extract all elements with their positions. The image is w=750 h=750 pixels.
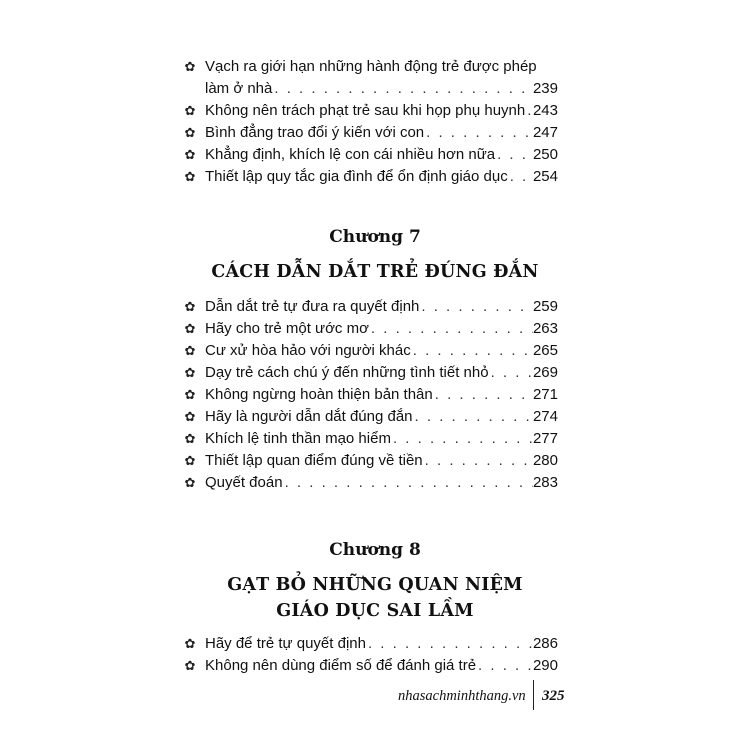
toc-entry-text: Khích lệ tinh thần mạo hiểm — [205, 430, 391, 447]
toc-entry-text: Thiết lập quy tắc gia đình để ổn định giáo dục — [205, 168, 508, 185]
toc-entry-page: 283 — [532, 474, 558, 491]
leader-dots — [413, 406, 533, 428]
toc-entry — [183, 450, 558, 472]
leader-dots — [476, 655, 533, 677]
toc-entry — [183, 56, 558, 100]
toc-entry-page: 254 — [532, 168, 558, 185]
leader-dots — [369, 318, 533, 340]
leader-dots — [495, 144, 533, 166]
flower-bullet-icon: ✿ — [184, 387, 196, 402]
toc-entry-text-line1: Vạch ra giới hạn những hành động trẻ được phép — [205, 58, 537, 75]
leader-dots — [391, 428, 533, 450]
leader-dots — [366, 633, 533, 655]
toc-entry — [183, 362, 558, 384]
toc-entry — [183, 100, 558, 122]
toc-list-chapter-8 — [183, 633, 558, 677]
toc-entry-page: 286 — [532, 635, 558, 652]
toc-entry-text: Dẫn dắt trẻ tự đưa ra quyết định — [205, 298, 420, 315]
toc-entry — [183, 472, 558, 494]
toc-entry-text: làm ở nhà — [205, 80, 273, 97]
leader-dots — [411, 340, 533, 362]
toc-entry-text: Bình đẳng trao đổi ý kiến với con — [205, 124, 425, 141]
toc-entry — [183, 406, 558, 428]
chapter-7-label: Chương 7 — [329, 227, 421, 247]
toc-entry — [183, 428, 558, 450]
flower-bullet-icon: ✿ — [184, 59, 196, 74]
leader-dots — [433, 384, 533, 406]
toc-entry-page: 250 — [532, 146, 558, 163]
page-number: 325 — [542, 688, 565, 704]
flower-bullet-icon: ✿ — [184, 343, 196, 358]
toc-entry-text: Không nên trách phạt trẻ sau khi họp phụ huynh — [205, 102, 526, 119]
toc-entry — [183, 655, 558, 677]
toc-entry-page: 247 — [532, 124, 558, 141]
flower-bullet-icon: ✿ — [184, 169, 196, 184]
toc-entry-page: 263 — [532, 320, 558, 337]
toc-entry-page: 277 — [532, 430, 558, 447]
toc-entry-text: Không ngừng hoàn thiện bản thân — [205, 386, 433, 403]
toc-entry-text: Hãy là người dẫn dắt đúng đắn — [205, 408, 413, 425]
toc-entry — [183, 122, 558, 144]
leader-dots — [423, 450, 533, 472]
leader-dots — [525, 100, 533, 122]
toc-entry — [183, 340, 558, 362]
toc-entry-text: Quyết đoán — [205, 474, 283, 491]
footer-website: nhasachminhthang.vn — [398, 688, 526, 704]
flower-bullet-icon: ✿ — [184, 475, 196, 490]
flower-bullet-icon: ✿ — [184, 365, 196, 380]
toc-entry-page: 259 — [532, 298, 558, 315]
flower-bullet-icon: ✿ — [184, 658, 196, 673]
toc-entry-page: 243 — [532, 102, 558, 119]
chapter-8-title-line1: GẠT BỎ NHỮNG QUAN NIỆM — [227, 575, 523, 595]
toc-entry-page: 274 — [532, 408, 558, 425]
flower-bullet-icon: ✿ — [184, 409, 196, 424]
flower-bullet-icon: ✿ — [184, 431, 196, 446]
flower-bullet-icon: ✿ — [184, 125, 196, 140]
flower-bullet-icon: ✿ — [184, 453, 196, 468]
toc-entry — [183, 633, 558, 655]
flower-bullet-icon: ✿ — [184, 299, 196, 314]
toc-entry — [183, 166, 558, 188]
toc-entry-text: Không nên dùng điểm số để đánh giá trẻ — [205, 657, 477, 674]
toc-entry — [183, 144, 558, 166]
flower-bullet-icon: ✿ — [184, 636, 196, 651]
leader-dots — [508, 166, 533, 188]
toc-entry-page: 239 — [532, 80, 558, 97]
toc-list-chapter-7 — [183, 296, 558, 494]
toc-entry — [183, 318, 558, 340]
leader-dots — [489, 362, 533, 384]
toc-entry-text: Cư xử hòa hảo với người khác — [205, 342, 411, 359]
toc-entry-page: 280 — [532, 452, 558, 469]
toc-entry-text: Dạy trẻ cách chú ý đến những tình tiết nhỏ — [205, 364, 489, 381]
toc-entry-text: Khẳng định, khích lệ con cái nhiều hơn nữa — [205, 146, 496, 163]
toc-entry-text: Hãy để trẻ tự quyết định — [205, 635, 366, 652]
footer-divider — [533, 680, 534, 710]
leader-dots — [424, 122, 533, 144]
toc-list-previous-chapter — [183, 56, 558, 188]
flower-bullet-icon: ✿ — [184, 103, 196, 118]
leader-dots — [419, 296, 533, 318]
chapter-8-label: Chương 8 — [329, 540, 421, 560]
toc-entry-text: Hãy cho trẻ một ước mơ — [205, 320, 369, 337]
toc-entry-page: 269 — [532, 364, 558, 381]
toc-entry — [183, 384, 558, 406]
chapter-7-title: CÁCH DẪN DẮT TRẺ ĐÚNG ĐẮN — [211, 262, 539, 282]
toc-entry-page: 290 — [532, 657, 558, 674]
flower-bullet-icon: ✿ — [184, 147, 196, 162]
leader-dots — [283, 472, 533, 494]
leader-dots — [272, 78, 533, 100]
toc-entry-page: 265 — [532, 342, 558, 359]
toc-entry-page: 271 — [532, 386, 558, 403]
toc-entry-text: Thiết lập quan điểm đúng về tiền — [205, 452, 423, 469]
toc-entry — [183, 296, 558, 318]
flower-bullet-icon: ✿ — [184, 321, 196, 336]
chapter-8-title-line2: GIÁO DỤC SAI LẦM — [276, 601, 474, 621]
